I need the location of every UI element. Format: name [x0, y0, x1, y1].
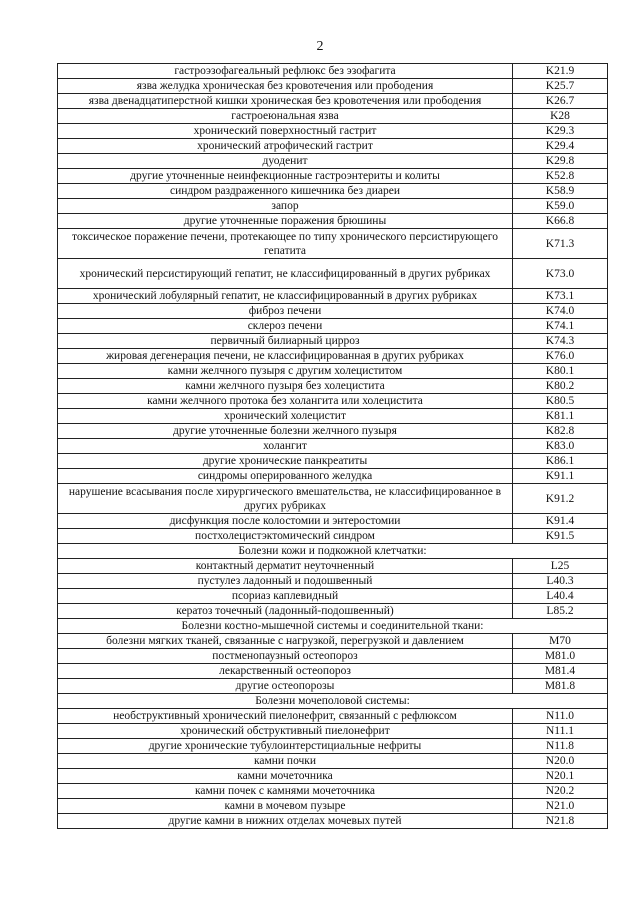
table-row	[58, 589, 608, 604]
icd-code: N20.2	[513, 784, 608, 799]
icd-code: K86.1	[513, 454, 608, 469]
table-row	[58, 559, 608, 574]
diagnosis-name: фиброз печени	[58, 304, 513, 319]
section-title: Болезни костно-мышечной системы и соединительной ткани:	[58, 619, 608, 634]
table-row	[58, 394, 608, 409]
diagnosis-name: камни желчного пузыря без холецистита	[58, 379, 513, 394]
table-row	[58, 439, 608, 454]
table-row	[58, 259, 608, 289]
table-row	[58, 169, 608, 184]
diagnosis-name: хронический атрофический гастрит	[58, 139, 513, 154]
table-row	[58, 724, 608, 739]
diagnosis-name: нарушение всасывания после хирургического вмешательства, не классифицированное в других рубриках	[58, 484, 513, 514]
table-row	[58, 664, 608, 679]
table-row	[58, 409, 608, 424]
table-row	[58, 814, 608, 829]
table-row	[58, 469, 608, 484]
icd-code: K91.5	[513, 529, 608, 544]
icd-code: K59.0	[513, 199, 608, 214]
diagnosis-name: дуоденит	[58, 154, 513, 169]
diagnosis-name: дисфункция после колостомии и энтеростомии	[58, 514, 513, 529]
diagnosis-name: другие остеопорозы	[58, 679, 513, 694]
table-row	[58, 334, 608, 349]
table-row	[58, 289, 608, 304]
icd-code: L40.4	[513, 589, 608, 604]
table-row	[58, 184, 608, 199]
diagnosis-name: холангит	[58, 439, 513, 454]
icd-code: K71.3	[513, 229, 608, 259]
table-row	[58, 79, 608, 94]
diagnosis-name: гастроеюнальная язва	[58, 109, 513, 124]
diagnosis-name: кератоз точечный (ладонный-подошвенный)	[58, 604, 513, 619]
table-row	[58, 484, 608, 514]
icd-code: M81.4	[513, 664, 608, 679]
codes-table-body	[58, 64, 608, 829]
icd-code: K82.8	[513, 424, 608, 439]
table-row	[58, 424, 608, 439]
table-row	[58, 784, 608, 799]
icd-code: K83.0	[513, 439, 608, 454]
table-row	[58, 124, 608, 139]
table-row	[58, 454, 608, 469]
icd-code: K58.9	[513, 184, 608, 199]
diagnosis-name: лекарственный остеопороз	[58, 664, 513, 679]
icd-code: K81.1	[513, 409, 608, 424]
icd-code: M70	[513, 634, 608, 649]
icd-code: K52.8	[513, 169, 608, 184]
diagnosis-name: другие уточненные неинфекционные гастроэнтериты и колиты	[58, 169, 513, 184]
icd-code: K74.3	[513, 334, 608, 349]
diagnosis-name: камни желчного протока без холангита или холецистита	[58, 394, 513, 409]
diagnosis-name: другие камни в нижних отделах мочевых путей	[58, 814, 513, 829]
icd-code: M81.0	[513, 649, 608, 664]
table-row	[58, 139, 608, 154]
diagnosis-name: хронический лобулярный гепатит, не классифицированный в других рубриках	[58, 289, 513, 304]
table-row	[58, 604, 608, 619]
diagnosis-codes-table	[57, 63, 608, 829]
diagnosis-name: токсическое поражение печени, протекающее по типу хронического персистирующего гепатита	[58, 229, 513, 259]
table-row	[58, 214, 608, 229]
table-row	[58, 754, 608, 769]
diagnosis-name: первичный билиарный цирроз	[58, 334, 513, 349]
icd-code: K66.8	[513, 214, 608, 229]
icd-code: K73.0	[513, 259, 608, 289]
icd-code: N20.0	[513, 754, 608, 769]
table-row	[58, 379, 608, 394]
table-row	[58, 109, 608, 124]
diagnosis-name: необструктивный хронический пиелонефрит, связанный с рефлюксом	[58, 709, 513, 724]
diagnosis-name: хронический поверхностный гастрит	[58, 124, 513, 139]
icd-code: K29.4	[513, 139, 608, 154]
icd-code: K80.5	[513, 394, 608, 409]
diagnosis-name: другие уточненные поражения брюшины	[58, 214, 513, 229]
table-row	[58, 229, 608, 259]
diagnosis-name: контактный дерматит неуточненный	[58, 559, 513, 574]
diagnosis-name: запор	[58, 199, 513, 214]
table-row	[58, 364, 608, 379]
diagnosis-name: камни желчного пузыря с другим холециститом	[58, 364, 513, 379]
section-header-row	[58, 619, 608, 634]
diagnosis-name: хронический холецистит	[58, 409, 513, 424]
section-title: Болезни мочеполовой системы:	[58, 694, 608, 709]
diagnosis-name: гастроэзофагеальный рефлюкс без эзофагита	[58, 64, 513, 79]
diagnosis-name: жировая дегенерация печени, не классифицированная в других рубриках	[58, 349, 513, 364]
diagnosis-name: камни в мочевом пузыре	[58, 799, 513, 814]
table-row	[58, 319, 608, 334]
icd-code: N21.8	[513, 814, 608, 829]
icd-code: N11.1	[513, 724, 608, 739]
icd-code: K80.2	[513, 379, 608, 394]
icd-code: K91.1	[513, 469, 608, 484]
icd-code: K29.3	[513, 124, 608, 139]
diagnosis-name: хронический персистирующий гепатит, не классифицированный в других рубриках	[58, 259, 513, 289]
diagnosis-name: псориаз каплевидный	[58, 589, 513, 604]
icd-code: N21.0	[513, 799, 608, 814]
table-row	[58, 94, 608, 109]
diagnosis-name: синдром раздраженного кишечника без диареи	[58, 184, 513, 199]
diagnosis-name: камни почек с камнями мочеточника	[58, 784, 513, 799]
diagnosis-name: постменопаузный остеопороз	[58, 649, 513, 664]
diagnosis-name: другие хронические тубулоинтерстициальные нефриты	[58, 739, 513, 754]
diagnosis-name: другие хронические панкреатиты	[58, 454, 513, 469]
icd-code: K76.0	[513, 349, 608, 364]
page-number: 2	[316, 39, 324, 54]
table-row	[58, 514, 608, 529]
table-row	[58, 349, 608, 364]
icd-code: L85.2	[513, 604, 608, 619]
table-row	[58, 649, 608, 664]
table-row	[58, 634, 608, 649]
table-row	[58, 709, 608, 724]
icd-code: K29.8	[513, 154, 608, 169]
diagnosis-name: синдромы оперированного желудка	[58, 469, 513, 484]
icd-code: K26.7	[513, 94, 608, 109]
section-header-row	[58, 694, 608, 709]
diagnosis-name: камни почки	[58, 754, 513, 769]
diagnosis-name: постхолецистэктомический синдром	[58, 529, 513, 544]
table-row	[58, 154, 608, 169]
icd-code: K74.1	[513, 319, 608, 334]
diagnosis-name: другие уточненные болезни желчного пузыря	[58, 424, 513, 439]
icd-code: K91.4	[513, 514, 608, 529]
diagnosis-name: язва двенадцатиперстной кишки хроническая без кровотечения или прободения	[58, 94, 513, 109]
table-row	[58, 739, 608, 754]
diagnosis-name: камни мочеточника	[58, 769, 513, 784]
icd-code: L40.3	[513, 574, 608, 589]
icd-code: N11.0	[513, 709, 608, 724]
diagnosis-name: пустулез ладонный и подошвенный	[58, 574, 513, 589]
icd-code: K21.9	[513, 64, 608, 79]
diagnosis-name: язва желудка хроническая без кровотечения или прободения	[58, 79, 513, 94]
table-row	[58, 199, 608, 214]
table-row	[58, 769, 608, 784]
icd-code: K74.0	[513, 304, 608, 319]
icd-code: K91.2	[513, 484, 608, 514]
section-header-row	[58, 544, 608, 559]
diagnosis-name: болезни мягких тканей, связанные с нагрузкой, перегрузкой и давлением	[58, 634, 513, 649]
section-title: Болезни кожи и подкожной клетчатки:	[58, 544, 608, 559]
table-row	[58, 574, 608, 589]
icd-code: K73.1	[513, 289, 608, 304]
icd-code: L25	[513, 559, 608, 574]
table-row	[58, 64, 608, 79]
diagnosis-name: склероз печени	[58, 319, 513, 334]
icd-code: N20.1	[513, 769, 608, 784]
icd-code: K28	[513, 109, 608, 124]
table-row	[58, 679, 608, 694]
table-row	[58, 304, 608, 319]
icd-code: K25.7	[513, 79, 608, 94]
icd-code: K80.1	[513, 364, 608, 379]
diagnosis-name: хронический обструктивный пиелонефрит	[58, 724, 513, 739]
table-row	[58, 799, 608, 814]
icd-code: M81.8	[513, 679, 608, 694]
icd-code: N11.8	[513, 739, 608, 754]
table-row	[58, 529, 608, 544]
